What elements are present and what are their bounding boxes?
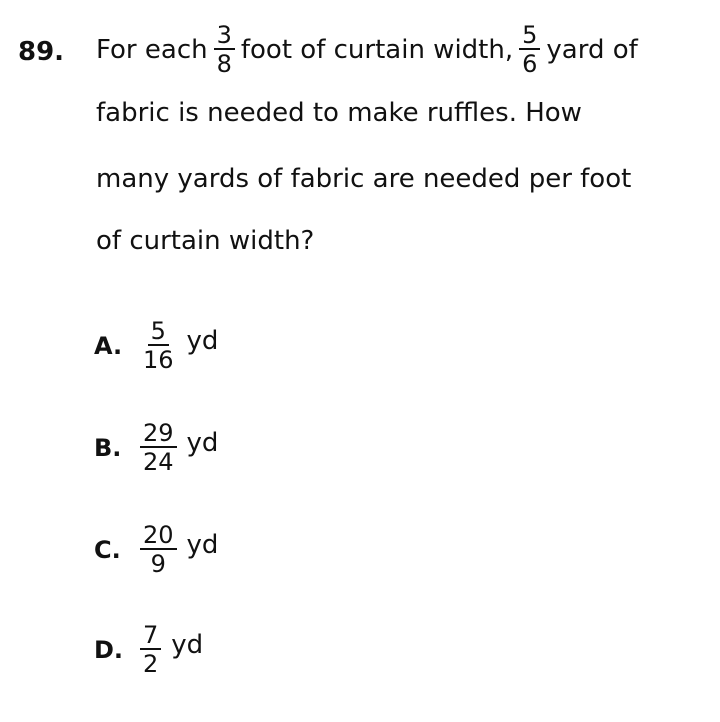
fraction-five-sixths [519, 22, 540, 78]
choice-fraction [140, 420, 177, 476]
question-line-3 [96, 164, 631, 194]
question-line-1 [96, 22, 638, 78]
question-line-2 [96, 98, 582, 128]
choice-unit: yd [186, 326, 219, 356]
fraction-numerator: 3 [214, 22, 235, 50]
fraction-numerator: 5 [148, 318, 169, 346]
choice-d[interactable] [94, 622, 203, 678]
choice-b[interactable] [94, 420, 218, 476]
question-line-4 [96, 226, 314, 256]
choice-fraction [140, 622, 161, 678]
choice-fraction [140, 318, 177, 374]
choice-letter: D. [94, 636, 124, 664]
choice-unit: yd [186, 428, 219, 458]
choice-c[interactable] [94, 522, 218, 578]
choice-a[interactable] [94, 318, 218, 374]
fraction-denominator: 8 [216, 50, 232, 78]
fraction-denominator: 6 [522, 50, 538, 78]
fraction-numerator: 7 [140, 622, 161, 650]
fraction-denominator: 9 [150, 550, 166, 578]
choice-letter: A. [94, 332, 123, 360]
question-text: many yards of fabric are needed per foot [96, 164, 632, 194]
choice-unit: yd [186, 530, 219, 560]
choice-unit: yd [171, 630, 204, 660]
fraction-three-eighths [214, 22, 235, 78]
choice-letter: B. [94, 434, 122, 462]
question-text-post: yard of [546, 35, 638, 65]
fraction-denominator: 2 [143, 650, 159, 678]
question-text-mid: foot of curtain width, [240, 35, 514, 65]
question-text: of curtain width? [96, 226, 315, 256]
question-text: fabric is needed to make ruffles. How [96, 98, 582, 128]
choice-letter: C. [94, 536, 121, 564]
question-number: 89. [18, 37, 65, 67]
fraction-denominator: 24 [143, 448, 174, 476]
fraction-numerator: 5 [519, 22, 540, 50]
fraction-denominator: 16 [143, 346, 174, 374]
fraction-numerator: 20 [140, 522, 177, 550]
fraction-numerator: 29 [140, 420, 177, 448]
choice-fraction [140, 522, 177, 578]
question-text-pre: For each [96, 35, 208, 65]
